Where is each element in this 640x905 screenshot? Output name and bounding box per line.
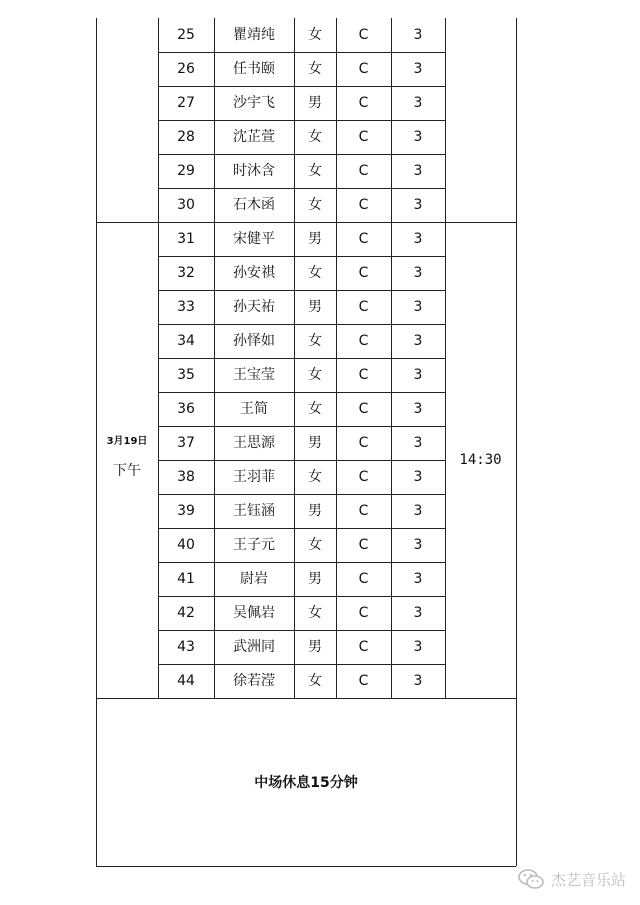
count: 3 bbox=[413, 537, 423, 553]
student-name: 宋健平 bbox=[233, 231, 275, 247]
count: 3 bbox=[413, 401, 423, 417]
student-name: 徐若滢 bbox=[233, 673, 275, 689]
gender: 女 bbox=[308, 401, 322, 417]
level: C bbox=[358, 537, 369, 553]
student-name: 沙宇飞 bbox=[233, 95, 275, 111]
count: 3 bbox=[413, 95, 423, 111]
student-name: 石木函 bbox=[233, 197, 275, 213]
gender: 女 bbox=[308, 333, 322, 349]
gender: 女 bbox=[308, 673, 322, 689]
table-border-right bbox=[516, 18, 517, 866]
gender: 女 bbox=[308, 61, 322, 77]
gender: 女 bbox=[308, 265, 322, 281]
count: 3 bbox=[413, 197, 423, 213]
row-number: 33 bbox=[177, 299, 195, 315]
row-number: 34 bbox=[177, 333, 195, 349]
student-name: 时沐含 bbox=[233, 163, 275, 179]
level: C bbox=[358, 129, 369, 145]
row-number: 44 bbox=[177, 673, 195, 689]
level: C bbox=[358, 265, 369, 281]
table-border-bottom bbox=[96, 866, 516, 867]
count: 3 bbox=[413, 503, 423, 519]
row-number: 39 bbox=[177, 503, 195, 519]
student-name: 孙安祺 bbox=[233, 265, 275, 281]
level: C bbox=[358, 333, 369, 349]
student-name: 尉岩 bbox=[240, 571, 268, 587]
level: C bbox=[358, 27, 369, 43]
gender: 女 bbox=[308, 129, 322, 145]
row-number: 38 bbox=[177, 469, 195, 485]
level: C bbox=[358, 571, 369, 587]
count: 3 bbox=[413, 639, 423, 655]
row-number: 37 bbox=[177, 435, 195, 451]
level: C bbox=[358, 469, 369, 485]
student-name: 王羽菲 bbox=[233, 469, 275, 485]
level: C bbox=[358, 163, 369, 179]
watermark-text: 杰艺音乐站 bbox=[550, 870, 626, 889]
student-name: 王宝莹 bbox=[233, 367, 275, 383]
gender: 男 bbox=[308, 231, 322, 247]
student-name: 王子元 bbox=[233, 537, 275, 553]
level: C bbox=[358, 367, 369, 383]
session-date: 3月19日 bbox=[106, 436, 148, 447]
row-number: 26 bbox=[177, 61, 195, 77]
count: 3 bbox=[413, 571, 423, 587]
gender: 男 bbox=[308, 95, 322, 111]
count: 3 bbox=[413, 469, 423, 485]
level: C bbox=[358, 231, 369, 247]
student-name: 王思源 bbox=[233, 435, 275, 451]
level: C bbox=[358, 673, 369, 689]
count: 3 bbox=[413, 435, 423, 451]
row-number: 36 bbox=[177, 401, 195, 417]
count: 3 bbox=[413, 605, 423, 621]
level: C bbox=[358, 299, 369, 315]
watermark bbox=[517, 867, 626, 891]
level: C bbox=[358, 95, 369, 111]
row-number: 42 bbox=[177, 605, 195, 621]
student-name: 王钰涵 bbox=[233, 503, 275, 519]
level: C bbox=[358, 435, 369, 451]
session-period: 下午 bbox=[113, 463, 141, 479]
level: C bbox=[358, 197, 369, 213]
count: 3 bbox=[413, 163, 423, 179]
count: 3 bbox=[413, 129, 423, 145]
session-time: 14:30 bbox=[459, 452, 502, 468]
break-note: 中场休息15分钟 bbox=[254, 775, 358, 791]
count: 3 bbox=[413, 27, 423, 43]
gender: 女 bbox=[308, 163, 322, 179]
gender: 女 bbox=[308, 197, 322, 213]
row-number: 40 bbox=[177, 537, 195, 553]
gender: 女 bbox=[308, 469, 322, 485]
student-name: 瞿靖纯 bbox=[233, 27, 275, 43]
wechat-icon bbox=[517, 867, 545, 891]
student-name: 任书颐 bbox=[233, 61, 275, 77]
level: C bbox=[358, 401, 369, 417]
row-number: 30 bbox=[177, 197, 195, 213]
count: 3 bbox=[413, 231, 423, 247]
level: C bbox=[358, 61, 369, 77]
level: C bbox=[358, 503, 369, 519]
student-name: 武洲同 bbox=[233, 639, 275, 655]
gender: 女 bbox=[308, 537, 322, 553]
count: 3 bbox=[413, 367, 423, 383]
student-name: 孙怿如 bbox=[233, 333, 275, 349]
row-number: 35 bbox=[177, 367, 195, 383]
student-name: 吴佩岩 bbox=[233, 605, 275, 621]
gender: 男 bbox=[308, 503, 322, 519]
row-number: 43 bbox=[177, 639, 195, 655]
gender: 女 bbox=[308, 367, 322, 383]
row-number: 41 bbox=[177, 571, 195, 587]
student-name: 沈芷萱 bbox=[233, 129, 275, 145]
row-number: 32 bbox=[177, 265, 195, 281]
row-number: 28 bbox=[177, 129, 195, 145]
row-number: 29 bbox=[177, 163, 195, 179]
row-number: 25 bbox=[177, 27, 195, 43]
student-name: 王简 bbox=[240, 401, 268, 417]
count: 3 bbox=[413, 61, 423, 77]
column-divider bbox=[445, 18, 446, 698]
row-number: 31 bbox=[177, 231, 195, 247]
gender: 女 bbox=[308, 27, 322, 43]
gender: 男 bbox=[308, 571, 322, 587]
level: C bbox=[358, 639, 369, 655]
student-name: 孙天祐 bbox=[233, 299, 275, 315]
row-divider bbox=[96, 698, 516, 699]
gender: 男 bbox=[308, 435, 322, 451]
level: C bbox=[358, 605, 369, 621]
count: 3 bbox=[413, 333, 423, 349]
count: 3 bbox=[413, 299, 423, 315]
gender: 女 bbox=[308, 605, 322, 621]
count: 3 bbox=[413, 265, 423, 281]
count: 3 bbox=[413, 673, 423, 689]
gender: 男 bbox=[308, 639, 322, 655]
row-number: 27 bbox=[177, 95, 195, 111]
gender: 男 bbox=[308, 299, 322, 315]
